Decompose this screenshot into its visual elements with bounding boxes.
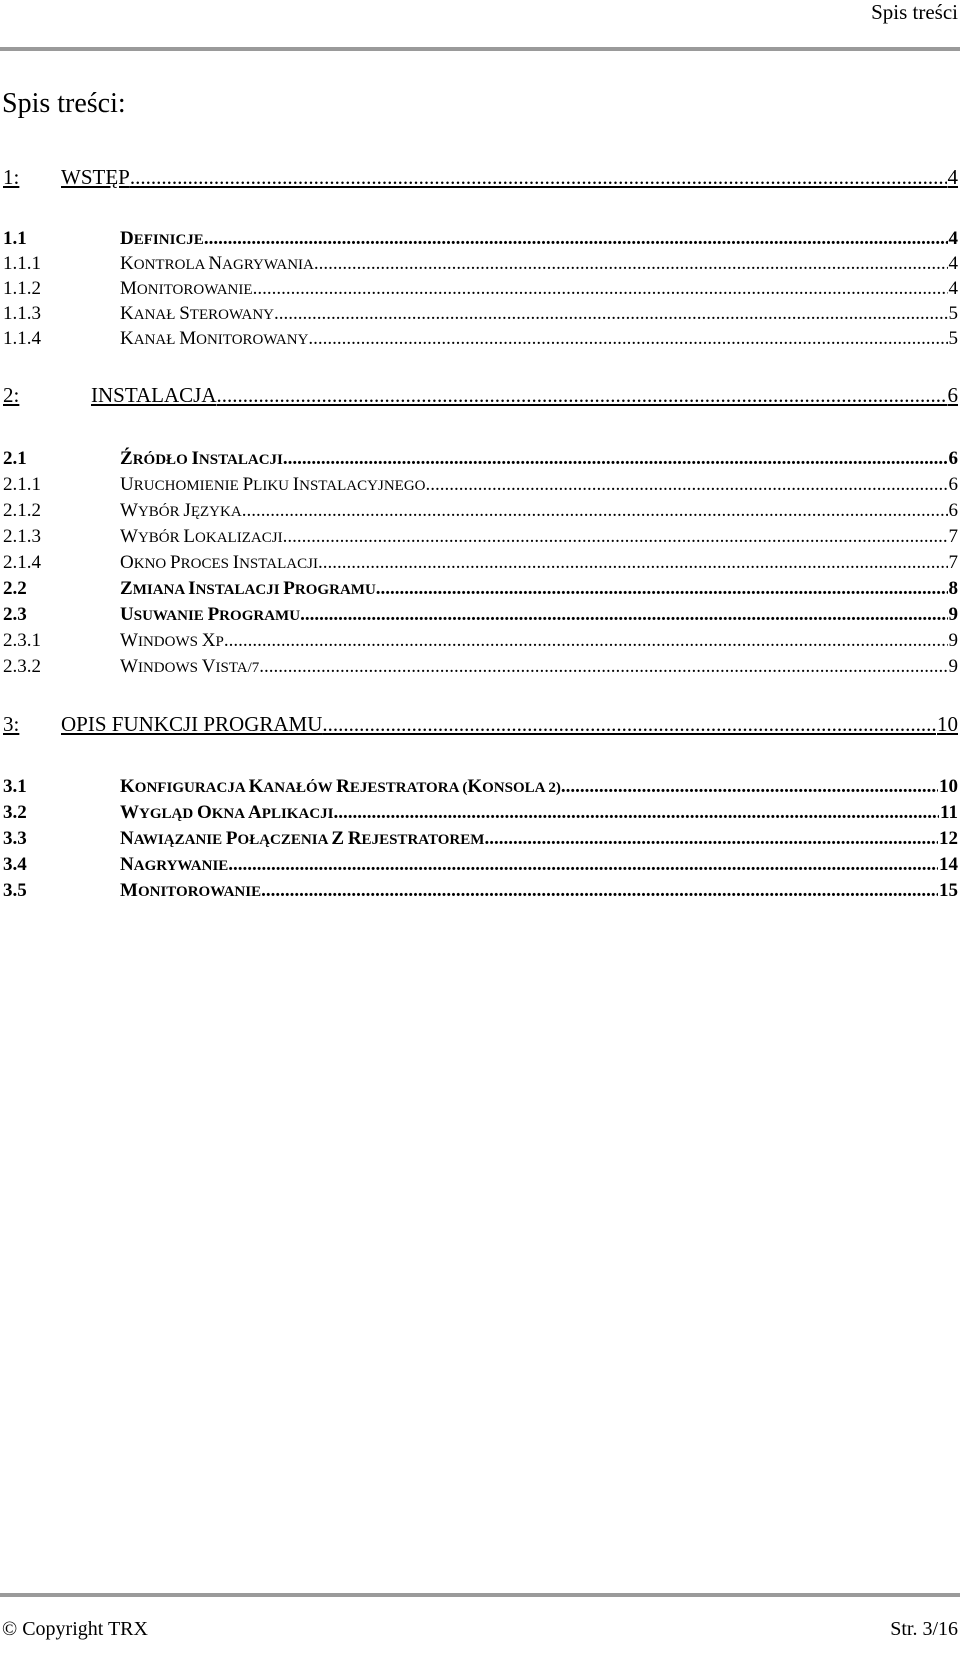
toc-entry-label: KANAŁ MONITOROWANY — [120, 328, 309, 349]
toc-entry-label: WYBÓR LOKALIZACJI — [120, 526, 283, 547]
toc-entry-page: 6 — [947, 383, 958, 407]
toc-entry-page: 4 — [948, 228, 958, 249]
toc-entry[interactable] — [3, 880, 958, 902]
toc-entry-page: 8 — [948, 578, 958, 599]
toc-leader — [314, 253, 948, 275]
toc-entry-number: 2: — [3, 383, 20, 407]
toc-entry-label: MONITOROWANIE — [120, 278, 253, 299]
toc-entry[interactable] — [3, 278, 958, 300]
toc-entry-number: 1.1.4 — [3, 328, 41, 349]
toc-entry[interactable] — [3, 228, 958, 250]
toc-entry-number: 2.3.2 — [3, 656, 41, 677]
toc-entry-number: 2.1.1 — [3, 474, 41, 495]
toc-entry[interactable] — [3, 303, 958, 325]
toc-entry[interactable] — [3, 578, 958, 600]
toc-entry[interactable] — [3, 383, 958, 408]
toc-entry-label: OKNO PROCES INSTALACJI — [120, 552, 318, 573]
copyright-text: © Copyright TRX — [2, 1618, 148, 1640]
toc-entry-page: 15 — [939, 880, 958, 901]
toc-entry-page: 7 — [948, 552, 958, 573]
toc-entry[interactable] — [3, 630, 958, 652]
toc-leader — [274, 303, 948, 325]
toc-entry-label: NAGRYWANIE — [120, 854, 229, 875]
toc-leader — [204, 228, 948, 250]
toc-entry[interactable] — [3, 253, 958, 275]
toc-leader — [561, 776, 938, 798]
toc-entry-page: 11 — [940, 802, 958, 823]
toc-entry-page: 6 — [948, 474, 958, 495]
toc-leader — [322, 712, 936, 737]
toc-entry-number: 1: — [3, 165, 20, 189]
toc-entry-label: WSTĘP — [61, 165, 130, 189]
header-rule — [0, 47, 960, 51]
toc-leader — [261, 880, 938, 902]
toc-entry[interactable] — [3, 854, 958, 876]
toc-entry-number: 2.1.3 — [3, 526, 41, 547]
toc-leader — [130, 165, 947, 190]
toc-entry[interactable] — [3, 474, 958, 496]
toc-entry-number: 2.2 — [3, 578, 27, 599]
toc-entry[interactable] — [3, 526, 958, 548]
toc-leader — [484, 828, 938, 850]
toc-entry-label: ŹRÓDŁO INSTALACJI — [120, 448, 283, 469]
toc-leader — [334, 802, 940, 824]
toc-leader — [217, 383, 947, 408]
toc-entry[interactable] — [3, 776, 958, 798]
toc-entry[interactable] — [3, 712, 958, 737]
toc-leader — [300, 604, 947, 626]
toc-entry[interactable] — [3, 165, 958, 190]
toc-leader — [376, 578, 948, 600]
toc-entry[interactable] — [3, 656, 958, 678]
toc-leader — [283, 526, 948, 548]
toc-leader — [318, 552, 948, 574]
toc-leader — [242, 500, 948, 522]
toc-entry-number: 3.5 — [3, 880, 27, 901]
toc-entry-label: WYBÓR JĘZYKA — [120, 500, 242, 521]
toc-entry-number: 3.2 — [3, 802, 27, 823]
toc-entry-label: KANAŁ STEROWANY — [120, 303, 274, 324]
toc-entry-number: 2.3 — [3, 604, 27, 625]
toc-entry-label: URUCHOMIENIE PLIKU INSTALACYJNEGO — [120, 474, 426, 495]
toc-entry-page: 6 — [948, 448, 958, 469]
toc-entry-page: 5 — [948, 328, 958, 349]
toc-entry-page: 10 — [939, 776, 958, 797]
toc-entry-number: 2.1.2 — [3, 500, 41, 521]
toc-entry-number: 1.1.1 — [3, 253, 41, 274]
toc-entry-label: WINDOWS XP — [120, 630, 224, 651]
toc-entry-label: KONFIGURACJA KANAŁÓW REJESTRATORA (KONSOLA 2) — [120, 776, 561, 797]
toc-entry-number: 2.3.1 — [3, 630, 41, 651]
toc-entry-number: 3.4 — [3, 854, 27, 875]
toc-entry[interactable] — [3, 604, 958, 626]
toc-entry-label: INSTALACJA — [91, 383, 217, 407]
toc-entry[interactable] — [3, 552, 958, 574]
toc-leader — [259, 656, 947, 678]
toc-entry-number: 2.1 — [3, 448, 27, 469]
toc-entry-page: 4 — [948, 253, 958, 274]
toc-entry-label: DEFINICJE — [120, 228, 204, 249]
toc-entry-page: 5 — [948, 303, 958, 324]
toc-leader — [283, 448, 948, 470]
toc-entry-page: 4 — [947, 165, 958, 189]
toc-entry-number: 3.1 — [3, 776, 27, 797]
toc-entry[interactable] — [3, 828, 958, 850]
toc-entry-number: 3: — [3, 712, 20, 736]
toc-entry-label: USUWANIE PROGRAMU — [120, 604, 301, 625]
toc-leader — [253, 278, 948, 300]
toc-entry-label: ZMIANA INSTALACJI PROGRAMU — [120, 578, 376, 599]
toc-entry[interactable] — [3, 802, 958, 824]
page-number: Str. 3/16 — [890, 1618, 958, 1640]
toc-entry-page: 12 — [939, 828, 958, 849]
toc-entry-page: 4 — [948, 278, 958, 299]
toc-entry-label: WYGLĄD OKNA APLIKACJI — [120, 802, 334, 823]
page-title: Spis treści: — [2, 88, 126, 119]
toc-entry-page: 14 — [939, 854, 958, 875]
toc-entry[interactable] — [3, 500, 958, 522]
running-header: Spis treści — [871, 0, 958, 24]
toc-entry-number: 1.1.3 — [3, 303, 41, 324]
toc-entry-label: KONTROLA NAGRYWANIA — [120, 253, 314, 274]
toc-entry[interactable] — [3, 448, 958, 470]
toc-entry[interactable] — [3, 328, 958, 350]
toc-entry-label: MONITOROWANIE — [120, 880, 262, 901]
toc-leader — [426, 474, 948, 496]
toc-entry-page: 10 — [937, 712, 958, 736]
toc-leader — [228, 854, 938, 876]
toc-entry-number: 1.1 — [3, 228, 27, 249]
toc-entry-page: 9 — [948, 604, 958, 625]
toc-entry-number: 2.1.4 — [3, 552, 41, 573]
toc-entry-page: 9 — [948, 630, 958, 651]
toc-leader — [308, 328, 947, 350]
toc-leader — [224, 630, 948, 652]
toc-entry-number: 1.1.2 — [3, 278, 41, 299]
toc-entry-number: 3.3 — [3, 828, 27, 849]
footer-rule — [0, 1593, 960, 1597]
toc-entry-label: OPIS FUNKCJI PROGRAMU — [61, 712, 323, 736]
toc-entry-page: 6 — [948, 500, 958, 521]
toc-entry-label: NAWIĄZANIE POŁĄCZENIA Z REJESTRATOREM — [120, 828, 485, 849]
toc-entry-page: 9 — [948, 656, 958, 677]
toc-entry-page: 7 — [948, 526, 958, 547]
toc-entry-label: WINDOWS VISTA/7 — [120, 656, 260, 677]
